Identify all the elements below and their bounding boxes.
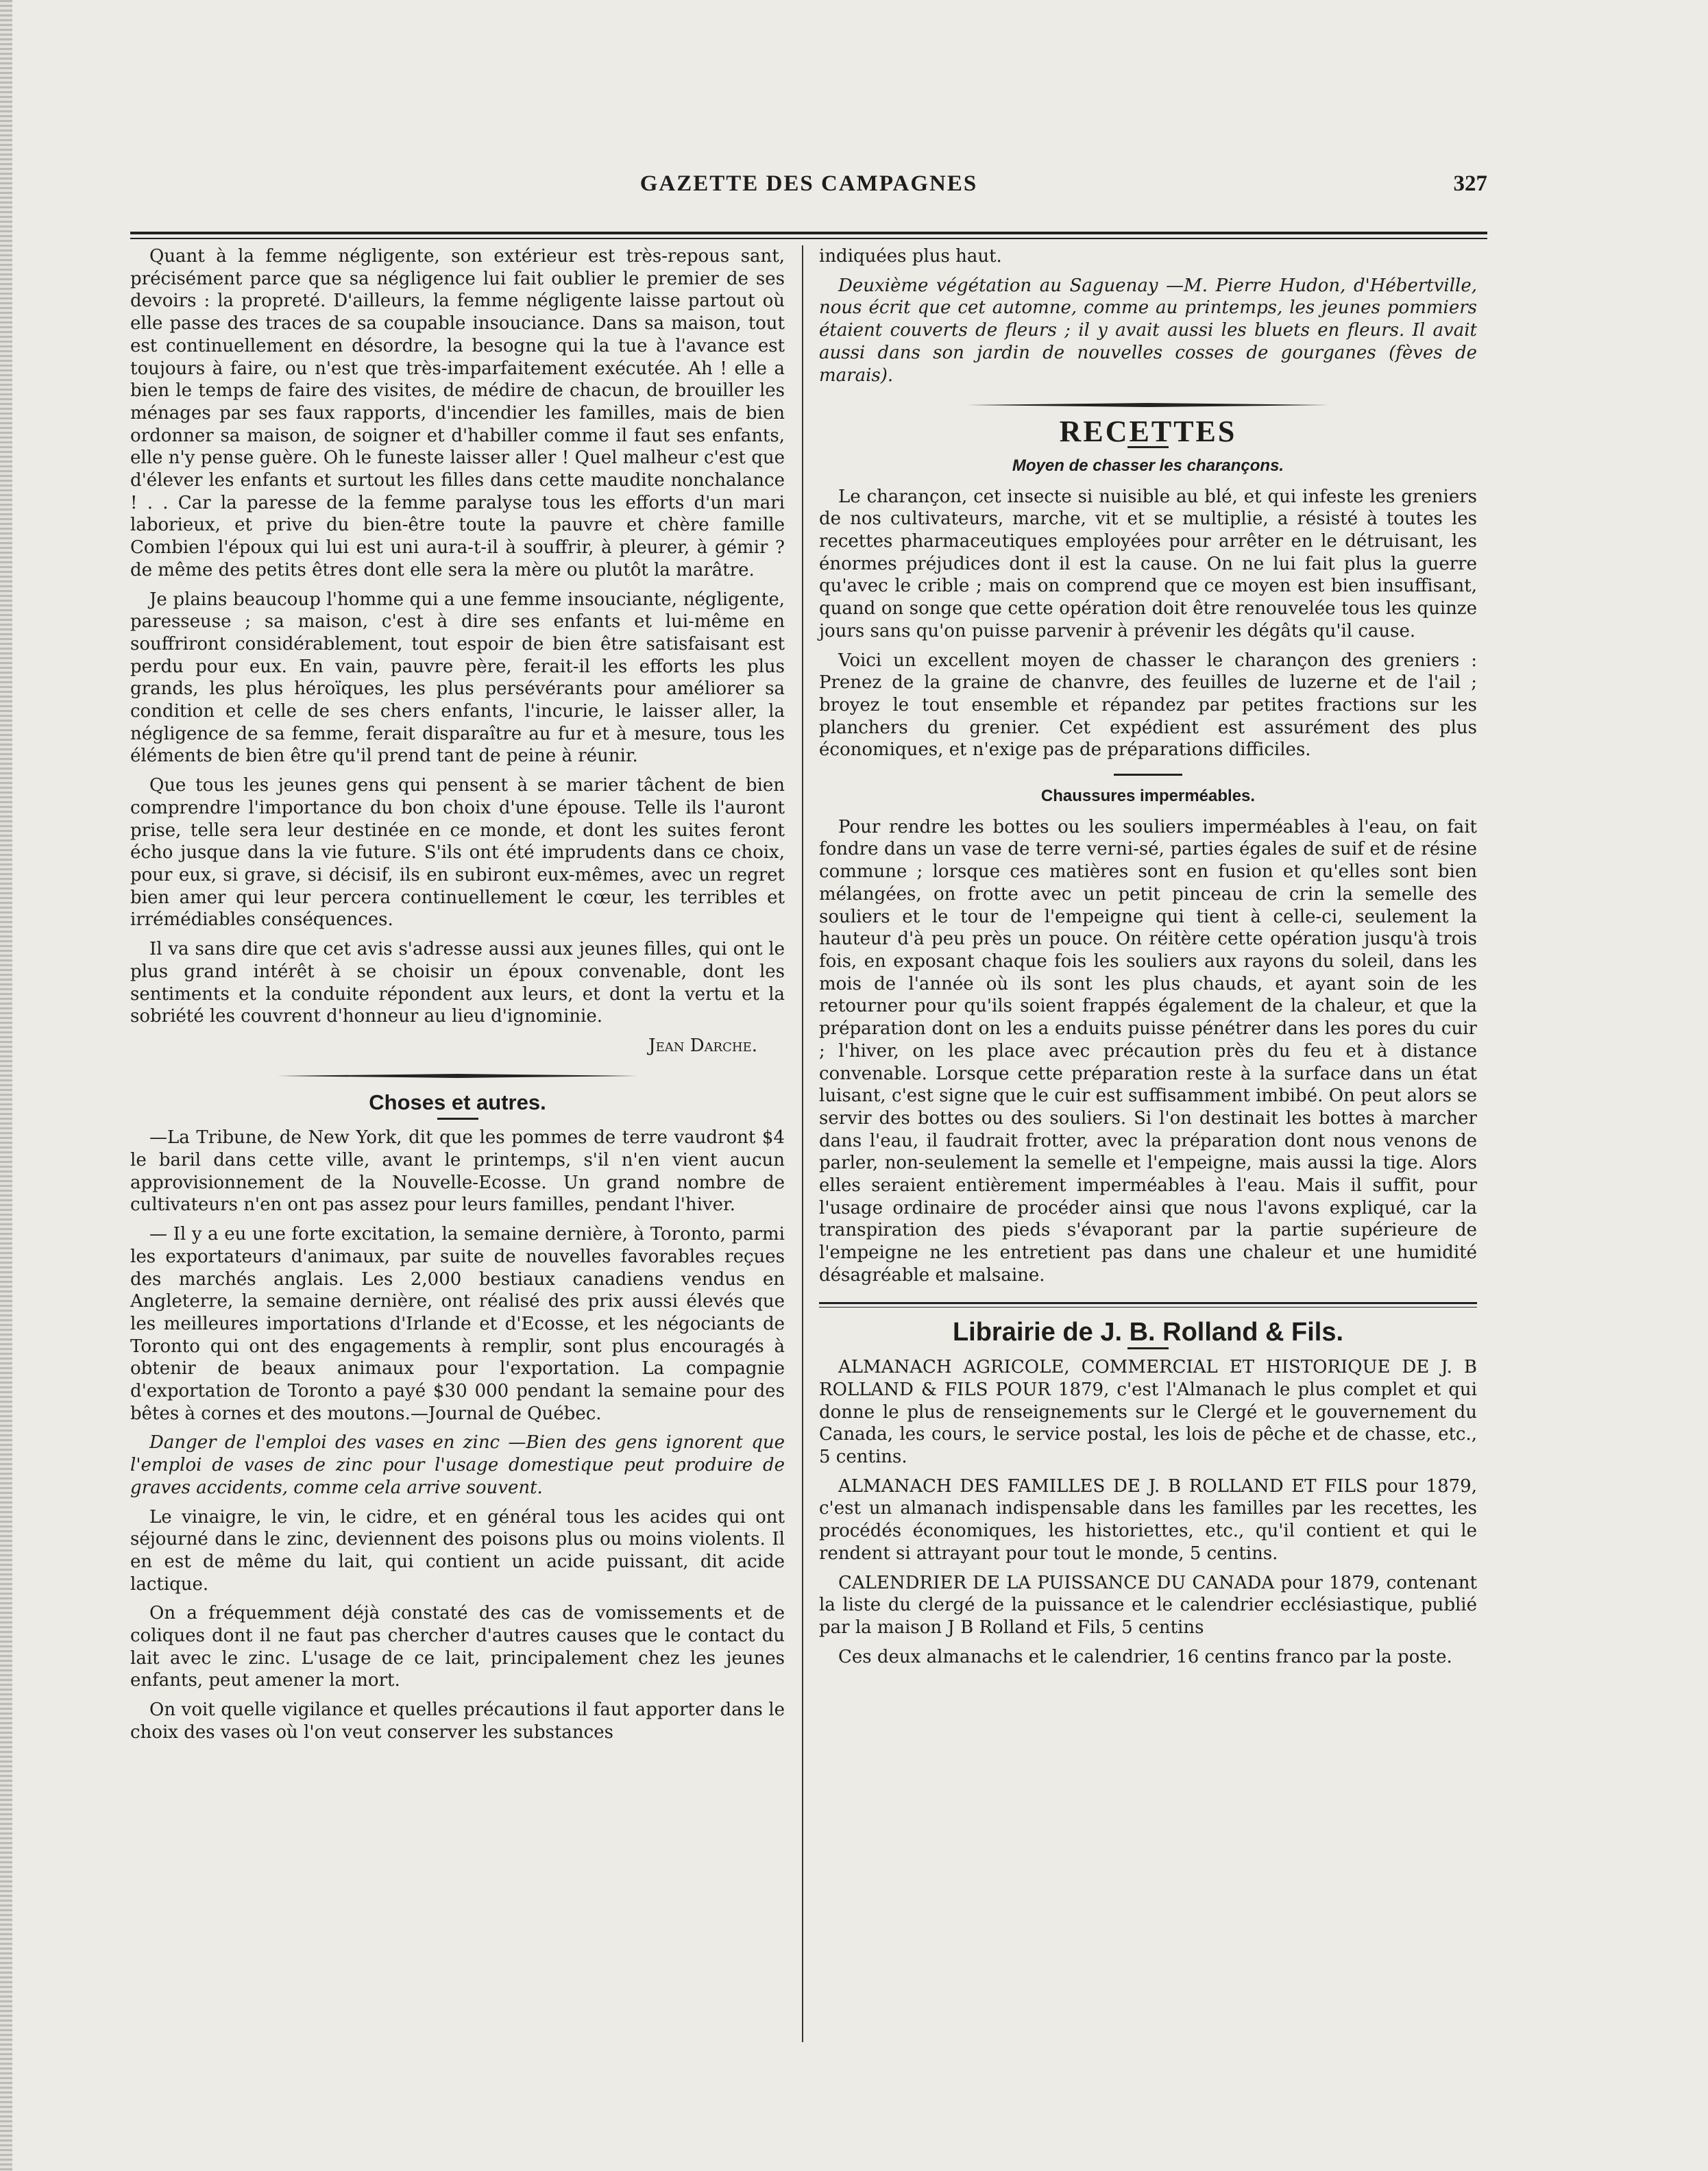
recipe-paragraph: Pour rendre les bottes ou les souliers imperméables à l'eau, on fait fondre dans un vase de terre verni-sé, parties égales de suif et de résine commune ; lorsque ces matières sont en fusion et qu'elles sont bien mélangées, on frotte avec un petit pinceau de crin la semelle des souliers et le tour de l'empeigne qui tient à celle-ci, seulement la hauteur d'à peu près un pouce. On réitère cette opération jusqu'à trois fois, en exposant chaque fois les souliers aux rayons du soleil, dans les mois de l'année où ils sont les plus chauds, et ayant soin de les retourner pour qu'ils soient frappés également de la chaleur, et que la préparation dont on les a enduits puisse pénétrer dans les pores du cuir ; l'hiver, on les place avec précaution près du feu et à distance convenable. Lorsque cette préparation reste à la surface dans un état luisant, c'est signe que le cuir est suffisamment imbibé. On peut alors se servir des bottes ou des souliers. Si l'on destinait les bottes à marcher dans l'eau, il faudrait frotter, avec la préparation dont nous venons de parler, non-seulement la semelle et l'empeigne, mais aussi la tige. Alors elles seraient entièrement imperméables à l'eau. Mais il suffit, pour l'usage ordinaire de procéder ainsi que nous l'avons expliqué, car la transpiration des pieds s'évaporant par la partie supérieure de l'empeigne ne les entretient pas dans une chaleur et une humidité désagréable et malsaine. <box>819 816 1477 1286</box>
recipe-title-chaussures: Chaussures imperméables. <box>1040 787 1256 806</box>
binding-edge <box>0 0 12 2171</box>
news-item: — Il y a eu une forte excitation, la semaine dernière, à Toronto, parmi les exportateurs d'animaux, par suite de nouvelles favorables reçues des marchés anglais. Les 2,000 bestiaux canadiens vendus en Angleterre, la semaine dernière, ont réalisé des prix aussi élevés que les meilleures importations d'Irlande et d'Ecosse, et les négociants de Toronto qui ont des engagements à remplir, sont plus encouragés à obtenir de beaux animaux pour l'exportation. La compagnie d'exportation de Toronto a payé $30 000 pendant la semaine pour des bêtes à cornes et des moutons.—Journal de Québec. <box>130 1224 785 1424</box>
ornament-rule <box>278 1072 637 1079</box>
recipe-paragraph: Le charançon, cet insecte si nuisible au blé, et qui infeste les greniers de nos cultivateurs, marche, vit et se multiplie, a résisté à toutes les recettes pharmaceutiques employées pour arrêter en le détruisant, les énormes préjudices dont il est la cause. On ne lui fait plus la guerre qu'avec le crible ; mais on comprend que ce moyen est bien insuffisant, quand on songe que cette opération doit être renouvelée tous les quinze jours sans qu'on puisse parvenir à prévenir les dégâts qu'il cause. <box>819 486 1477 641</box>
news-item: On a fréquemment déjà constaté des cas de vomissements et de coliques dont il ne faut pas chercher d'autres causes que le contact du lait avec le zinc. L'usage de ce lait, principalement chez les jeunes enfants, peut amener la mort. <box>130 1603 785 1691</box>
article-paragraph: Que tous les jeunes gens qui pensent à se marier tâchent de bien comprendre l'importance du bon choix d'une épouse. Telle ils l'auront prise, telle sera leur destinée en ce monde, et dont les suites feront écho jusque dans la vie future. S'ils ont été imprudents dans ce choix, pour eux, si grave, si décisif, ils en subiront eux-mêmes, avec un regret bien amer qui leur percera continuellement le cœur, les terribles et irrémédiables conséquences. <box>130 775 785 931</box>
page-number: 327 <box>1453 171 1487 196</box>
article-paragraph: Je plains beaucoup l'homme qui a une femme insouciante, négligente, paresseuse ; sa maison, c'est à dire ses enfants et lui-même en souffriront considérablement, tout espoir de bien être satisfaisant est perdu pour eux. En vain, pauvre père, ferait-il les efforts les plus grands, les plus héroïques, les plus persévérants pour améliorer sa condition et celle de ses chers enfants, l'incurie, le laisser aller, la négligence de sa femme, ferait disparaître au fur et à mesure, tous les éléments de bien être qu'il prend tant de peine à réunir. <box>130 589 785 767</box>
left-column <box>130 245 785 2042</box>
columns <box>130 245 1487 2042</box>
advertisement-item: ALMANACH AGRICOLE, COMMERCIAL ET HISTORIQUE DE J. B ROLLAND & FILS POUR 1879, c'est l'Almanach le plus complet et qui donne le plus de renseignements sur le Clergé et le gouvernement du Canada, les cours, le service postal, les lois de pêche et de chasse, etc., 5 centins. <box>819 1357 1477 1468</box>
advertisement-item: Ces deux almanachs et le calendrier, 16 centins franco par la poste. <box>838 1646 1452 1667</box>
author-signature: Jean Darche. <box>648 1035 757 1056</box>
advertisement-item: ALMANACH DES FAMILLES DE J. B ROLLAND ET FILS pour 1879, c'est un almanach indispensable dans les familles par les recettes, les procédés économiques, les historiettes, etc., qu'il contient et qui le rendent si attrayant pour tout le monde, 5 centins. <box>819 1475 1477 1564</box>
news-item: On voit quelle vigilance et quelles précautions il faut apporter dans le choix des vases où l'on veut conserver les substances <box>130 1700 785 1743</box>
right-column <box>819 245 1477 2042</box>
running-head <box>130 171 1487 206</box>
section-title-choses: Choses et autres. <box>369 1090 546 1114</box>
newspaper-page <box>130 151 1487 2042</box>
recipe-title-charancons: Moyen de chasser les charançons. <box>1012 456 1284 475</box>
advertisement-rule <box>819 1302 1477 1308</box>
advertisement-title: Librairie de J. B. Rolland & Fils. <box>952 1317 1344 1347</box>
ornament-rule <box>967 402 1329 408</box>
news-item: Danger de l'emploi des vases en zinc —Bien des gens ignorent que l'emploi de vases de zinc pour l'usage domestique peut produire de graves accidents, comme cela arrive souvent. <box>130 1432 785 1498</box>
article-paragraph: Quant à la femme négligente, son extérieur est très-repous sant, précisément parce que sa négligence lui fait oublier le premier de ses devoirs : la propreté. D'ailleurs, la femme négligente laisse partout où elle passe des traces de sa coupable insouciance. Dans sa maison, tout est continuellement en désordre, la besogne qui la tue à l'avance est toujours à faire, ou n'est que très-imparfaitement exécutée. Ah ! elle a bien le temps de faire des visites, de médire de chacun, de brouiller les ménages par ses faux rapports, d'incendier les familles, mais de bien ordonner sa maison, de soigner et d'habiller comme il faut ses enfants, elle n'y pense guère. Oh le funeste laisser aller ! Quel malheur c'est que d'élever les enfants et surtout les filles dans cette maudite nonchalance ! . . Car la paresse de la femme paralyse tous les efforts d'un mari laborieux, et prive du bien-être toute la pauvre et chère famille Combien l'époux qui lui est uni aura-t-il à souffrir, à pleurer, à gémir ? de même des petits êtres dont elle sera la mère ou plutôt la marâtre. <box>130 246 785 580</box>
publication-title: GAZETTE DES CAMPAGNES <box>639 171 978 196</box>
article-paragraph: Il va sans dire que cet avis s'adresse aussi aux jeunes filles, qui ont le plus grand intérêt à se choisir un époux convenable, dont les sentiments et la conduite répondent aux leurs, et dont la vertu et la sobriété les couvrent d'honneur au lieu d'ignominie. <box>130 939 785 1027</box>
news-item: Le vinaigre, le vin, le cidre, et en général tous les acides qui ont séjourné dans le zinc, deviennent des poisons plus ou moins violents. Il en est de même du lait, qui contient un acide puissant, dit acide lactique. <box>130 1506 785 1595</box>
title-dash <box>437 1118 478 1120</box>
column-divider <box>802 245 803 2042</box>
continuation-text: indiquées plus haut. <box>819 246 1002 267</box>
advertisement-item: CALENDRIER DE LA PUISSANCE DU CANADA pour 1879, contenant la liste du clergé de la puissance et le calendrier ecclésiastique, publié par la maison J B Rolland et Fils, 5 centins <box>819 1572 1477 1638</box>
header-rule <box>130 232 1487 239</box>
recipe-paragraph: Voici un excellent moyen de chasser le charançon des greniers : Prenez de la graine de chanvre, des feuilles de luzerne et de l'ail ; broyez le tout ensemble et répandez par petites fractions sur les planchers du grenier. Cet expédient est assurément des plus économiques, et n'exige pas de préparations difficiles. <box>819 650 1477 761</box>
title-dash <box>1127 1347 1169 1349</box>
news-item: Deuxième végétation au Saguenay —M. Pierre Hudon, d'Hébertville, nous écrit que cet automne, comme au printemps, les jeunes pommiers étaient couverts de fleurs ; il y avait aussi les bluets en fleurs. Il avait aussi dans son jardin de nouvelles cosses de gourganes (fèves de marais). <box>819 275 1477 386</box>
section-title-recettes: RECETTES <box>1059 415 1237 449</box>
separator-rule <box>1114 774 1182 776</box>
news-item: —La Tribune, de New York, dit que les pommes de terre vaudront $4 le baril dans cette ville, avant le printemps, s'il n'en vient aucun approvisionnement de la Nouvelle-Ecosse. Un grand nombre de cultivateurs n'en ont pas assez pour leurs familles, pendant l'hiver. <box>130 1127 785 1216</box>
